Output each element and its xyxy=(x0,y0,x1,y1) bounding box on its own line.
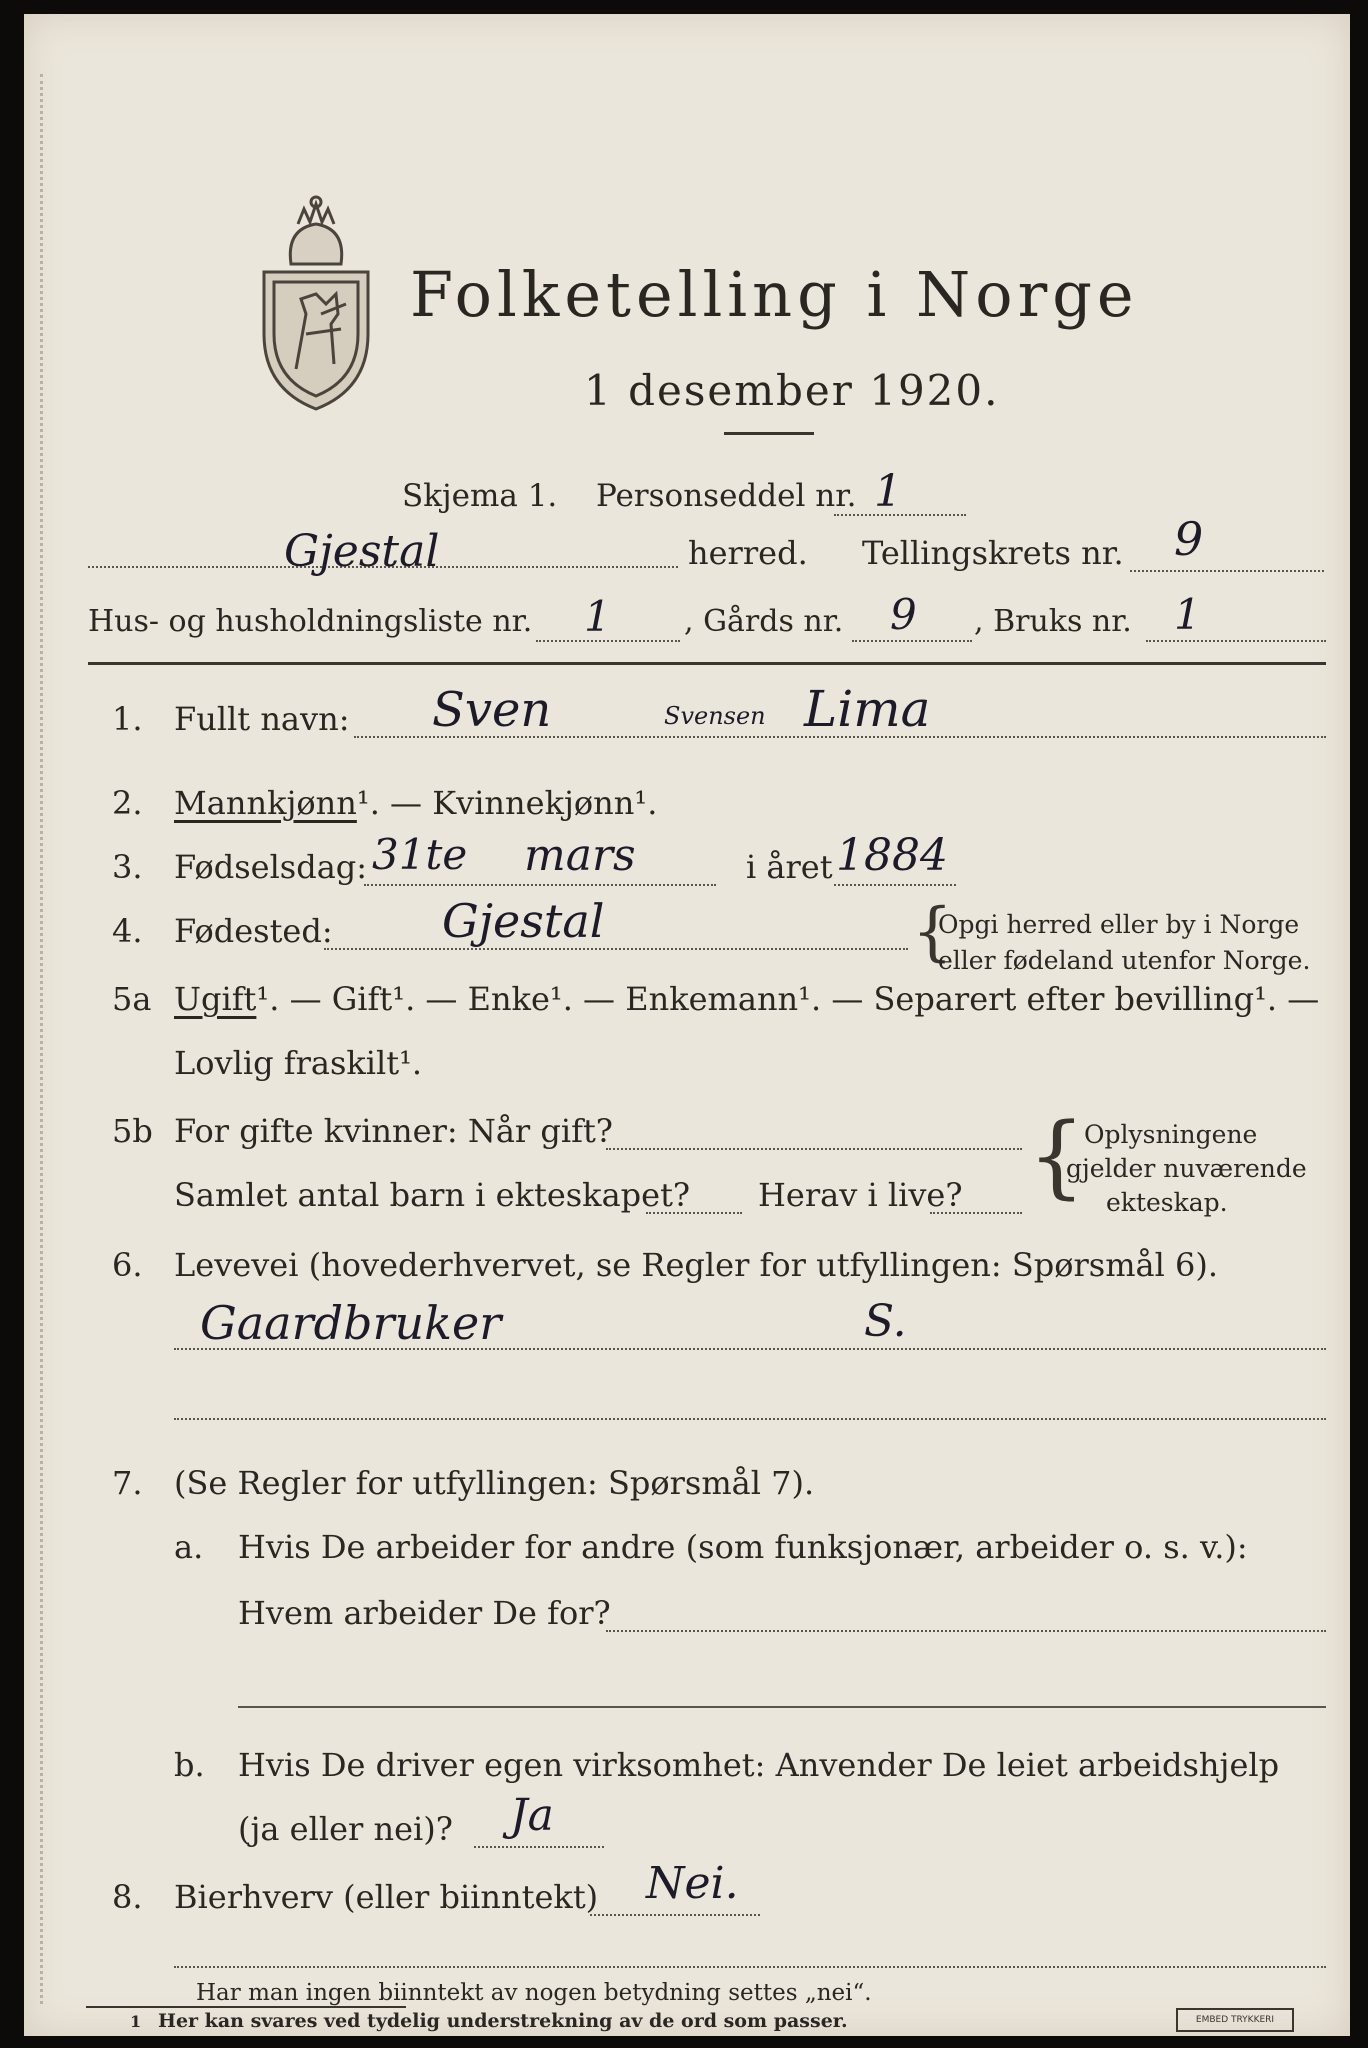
tellingskrets-label: Tellingskrets nr. xyxy=(862,534,1124,572)
q4-note-brace: { xyxy=(912,895,953,969)
q4-line xyxy=(324,948,908,950)
q3-year-line xyxy=(834,884,956,886)
q5b-note-line2: gjelder nuværende xyxy=(1066,1154,1307,1183)
herred-value: Gjestal xyxy=(284,526,440,577)
gards-line xyxy=(852,640,972,642)
female-option: Kvinnekjønn xyxy=(432,784,635,822)
q6-line2 xyxy=(174,1418,1326,1420)
printer-stamp xyxy=(1176,2008,1294,2032)
q8-number: 8. xyxy=(112,1878,143,1916)
husholdningsliste-label: Hus- og husholdningsliste nr. xyxy=(88,604,533,639)
birth-month: mars xyxy=(524,830,636,881)
q6-line1 xyxy=(174,1348,1326,1350)
q5b-children-line xyxy=(646,1212,742,1214)
q5b-note-line3: ekteskap. xyxy=(1106,1188,1228,1217)
census-form-sheet xyxy=(24,14,1350,2036)
printer-stamp-text: EMBED TRYKKERI xyxy=(1195,2015,1275,2025)
q6-label: Levevei (hovederhvervet, se Regler for utfyllingen: Spørsmål 6). xyxy=(174,1246,1219,1284)
birth-year: 1884 xyxy=(836,830,948,881)
occupation-code: S. xyxy=(864,1296,907,1347)
q4-label: Fødested: xyxy=(174,912,333,950)
q6-number: 6. xyxy=(112,1246,143,1284)
q1-number: 1. xyxy=(112,700,143,738)
q2-options: Mannkjønn¹. — Kvinnekjønn¹. xyxy=(174,784,658,822)
q8-line xyxy=(590,1914,760,1916)
footnote-text: Her kan svares ved tydelig understrekning av de ord som passer. xyxy=(158,2010,848,2032)
q7a-extra-line xyxy=(238,1706,1326,1708)
full-name-first: Sven xyxy=(432,682,552,738)
skjema-label: Skjema 1. xyxy=(402,478,558,514)
q4-note-line1: Opgi herred eller by i Norge xyxy=(938,910,1300,939)
gards-label: , Gårds nr. xyxy=(684,604,844,639)
q7a-label: Hvis De arbeider for andre (som funksjonær, arbeider o. s. v.): xyxy=(238,1528,1248,1566)
q7-number: 7. xyxy=(112,1464,143,1502)
q5b-when-line xyxy=(606,1148,1022,1150)
q4-number: 4. xyxy=(112,912,143,950)
tellingskrets-value: 9 xyxy=(1174,512,1204,566)
q2-number: 2. xyxy=(112,784,143,822)
q7a-employer-line xyxy=(606,1630,1326,1632)
header-divider xyxy=(88,662,1326,665)
title-divider xyxy=(724,432,814,435)
bruks-value: 1 xyxy=(1174,590,1201,639)
q8-extra-line xyxy=(174,1966,1326,1968)
q3-label: Fødselsdag: xyxy=(174,848,368,886)
perforation-edge xyxy=(40,74,47,2004)
q7-label: (Se Regler for utfyllingen: Spørsmål 7). xyxy=(174,1464,815,1502)
tellingskrets-line xyxy=(1130,570,1324,572)
gards-value: 9 xyxy=(890,590,917,639)
bruks-label: , Bruks nr. xyxy=(974,604,1132,639)
q7a-marker: a. xyxy=(174,1528,204,1566)
q5a-line2: Lovlig fraskilt¹. xyxy=(174,1044,423,1082)
q1-label: Fullt navn: xyxy=(174,700,350,738)
norway-coat-of-arms-icon xyxy=(246,194,386,414)
q7b-marker: b. xyxy=(174,1746,205,1784)
footnote-divider xyxy=(86,2006,406,2008)
q5a-number: 5a xyxy=(112,980,152,1018)
birth-day: 31te xyxy=(372,830,468,879)
occupation-value: Gaardbruker xyxy=(200,1296,502,1350)
q5b-children-total: Samlet antal barn i ekteskapet? xyxy=(174,1176,691,1214)
q7b-yes-no-label: (ja eller nei)? xyxy=(238,1810,453,1848)
bruks-line xyxy=(1146,640,1326,642)
husholdningsliste-value: 1 xyxy=(584,592,611,641)
side-income-value: Nei. xyxy=(646,1858,739,1909)
q5b-note-line1: Oplysningene xyxy=(1084,1120,1258,1149)
personseddel-label: Personseddel nr. xyxy=(596,478,857,514)
q3-year-label: i året xyxy=(746,848,833,886)
hired-help-value: Ja xyxy=(510,1790,554,1841)
q8-label: Bierhverv (eller biinntekt) xyxy=(174,1878,599,1916)
q3-day-line xyxy=(364,884,716,886)
census-date: 1 desember 1920. xyxy=(584,366,1000,415)
q5a-options: Ugift¹. — Gift¹. — Enke¹. — Enkemann¹. — Separert efter bevilling¹. — xyxy=(174,980,1320,1018)
q5b-when-married: For gifte kvinner: Når gift? xyxy=(174,1112,613,1150)
q7a-employer-label: Hvem arbeider De for? xyxy=(238,1594,611,1632)
q5b-alive-line xyxy=(930,1212,1022,1214)
full-name-last: Lima xyxy=(804,680,931,738)
male-option-selected: Mannkjønn xyxy=(174,784,357,822)
q7b-line xyxy=(474,1846,604,1848)
footnote-mark: 1 xyxy=(130,2012,142,2031)
birthplace-value: Gjestal xyxy=(442,894,605,948)
full-name-middle: Svensen xyxy=(664,702,766,730)
personseddel-value: 1 xyxy=(874,466,902,517)
q3-number: 3. xyxy=(112,848,143,886)
nei-instruction: Har man ingen biinntekt av nogen betydning settes „nei“. xyxy=(196,1980,872,2006)
q5b-children-alive: Herav i live? xyxy=(758,1176,963,1214)
q4-note-line2: eller fødeland utenfor Norge. xyxy=(938,946,1311,975)
unmarried-option-selected: Ugift xyxy=(174,980,257,1018)
q5b-number: 5b xyxy=(112,1112,153,1150)
q7b-label: Hvis De driver egen virksomhet: Anvender De leiet arbeidshjelp xyxy=(238,1746,1280,1784)
page-title: Folketelling i Norge xyxy=(410,258,1139,331)
herred-label: herred. xyxy=(688,534,808,572)
q5b-note-brace: { xyxy=(1028,1104,1086,1209)
